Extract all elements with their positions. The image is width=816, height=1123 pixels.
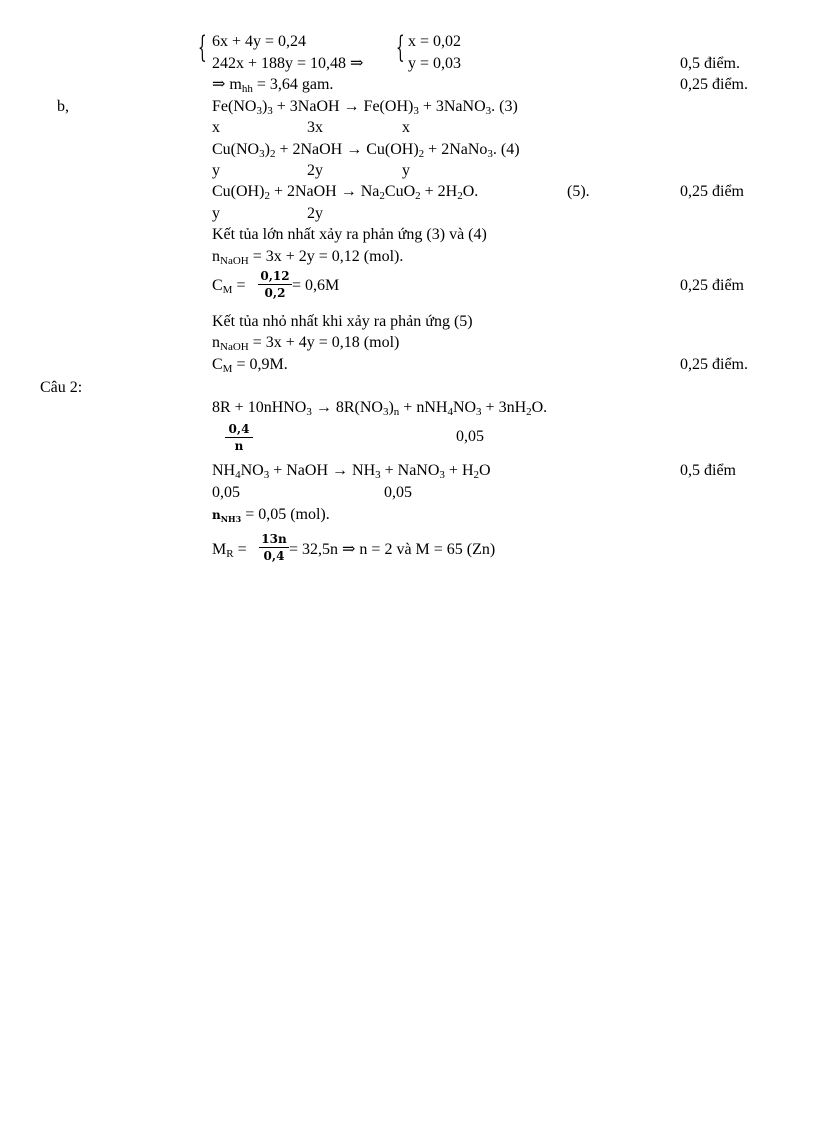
score-label: 0,5 điểm xyxy=(680,462,736,479)
n-naoh-min: $n_{NaOH} = 3x + 4y = 0,18$ (mol) xyxy=(212,334,400,353)
part-b-label: b, xyxy=(57,98,69,115)
mole-value: 0,05 xyxy=(456,428,484,445)
coefficient: x xyxy=(402,119,410,136)
reaction-nh4no3-naoh: $NH_4NO_3$ + NaOH → $NH_3$ + NaNO$_3$ + $H_2O$ xyxy=(212,462,491,481)
coefficient: y xyxy=(212,162,220,179)
concentration-1-result: = 0,6M xyxy=(292,277,340,294)
score-label: 0,25 điểm. xyxy=(680,76,748,93)
coefficient: y xyxy=(402,162,410,179)
fraction: $\frac{0,4}{n}$ xyxy=(225,422,253,453)
fraction: $\frac{13n}{0,4}$ xyxy=(259,532,289,563)
max-precipitate-text: Kết tủa lớn nhất xảy ra phản ứng (3) và (4) xyxy=(212,226,487,243)
min-precipitate-text: Kết tủa nhỏ nhất khi xảy ra phản ứng (5) xyxy=(212,313,473,330)
mass-result: ⇒ $m_{hh} = 3,64$ gam. xyxy=(212,76,334,95)
n-nh3: $n_{NH3} = 0,05$ (mol). xyxy=(212,506,330,524)
question-2-label: Câu 2: xyxy=(40,379,83,396)
concentration-2: $C_M = 0,9M$. xyxy=(212,356,288,375)
n-naoh-max: $n_{NaOH} = 3x + 2y = 0,12$ (mol). xyxy=(212,248,404,267)
coefficient: y xyxy=(212,205,220,222)
coefficient: 2y xyxy=(307,162,323,179)
mole-value: 0,05 xyxy=(212,484,240,501)
coefficient: x xyxy=(212,119,220,136)
coefficient: 3x xyxy=(307,119,323,136)
reaction-5: $Cu(OH)_2$ + 2NaOH → $Na_2CuO_2 + 2H_2O$. xyxy=(212,183,479,202)
reaction-3: $Fe(NO_3)_3$ + 3NaOH → $Fe(OH)_3$ + 3NaNO$_3$. (3) xyxy=(212,98,518,117)
system-equation-1: 6x + 4y = 0,24 xyxy=(212,33,307,50)
reaction-metal-hno3: 8R + 10nHNO$_3$ → $8R(NO_3)_n + nNH_4NO_3 + 3nH_2O$. xyxy=(212,399,548,418)
solution-x: x = 0,02 xyxy=(408,33,462,50)
score-label: 0,5 điểm. xyxy=(680,55,740,72)
system-brace-right: { xyxy=(396,30,405,65)
system-brace-left: { xyxy=(198,30,207,65)
reaction-number: (5). xyxy=(567,183,590,200)
coefficient: 2y xyxy=(307,205,323,222)
molar-mass-r: $M_R$ = xyxy=(212,541,247,560)
score-label: 0,25 điểm xyxy=(680,277,744,294)
fraction: $\frac{0,12}{0,2}$ xyxy=(258,269,292,300)
mole-value: 0,05 xyxy=(384,484,412,501)
molar-mass-result: = 32,5n ⇒ n = 2 và M = 65 (Zn) xyxy=(289,541,496,558)
solution-y: y = 0,03 xyxy=(408,55,462,72)
system-equation-2: 242x + 188y = 10,48 ⇒ xyxy=(212,55,364,72)
score-label: 0,25 điểm. xyxy=(680,356,748,373)
score-label: 0,25 điểm xyxy=(680,183,744,200)
concentration-1: $C_M$ = xyxy=(212,277,246,296)
reaction-4: $Cu(NO_3)_2$ + 2NaOH → $Cu(OH)_2$ + 2NaNo$_3$. (4) xyxy=(212,141,520,160)
